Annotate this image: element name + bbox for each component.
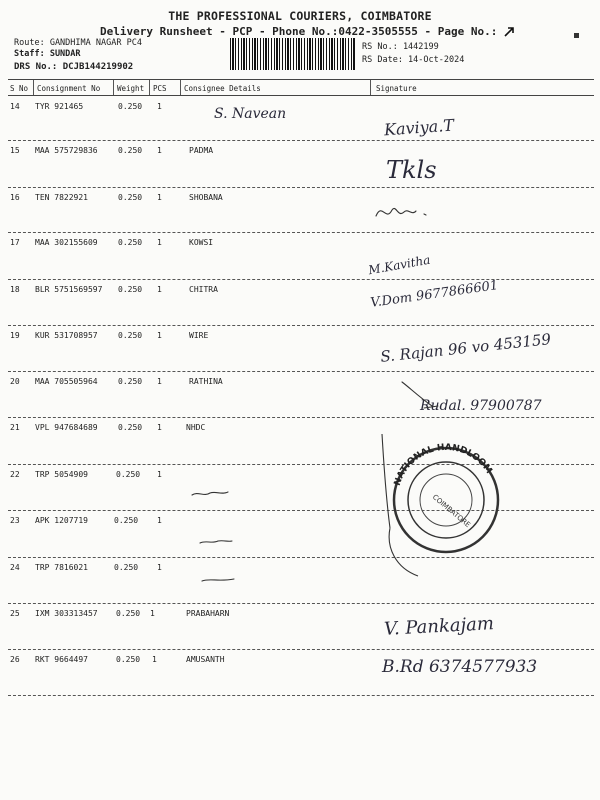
row-pcs: 1 xyxy=(150,609,155,618)
row-sno: 25 xyxy=(10,609,20,618)
row-consignee: AMUSANTH xyxy=(186,655,225,664)
company-title: THE PROFESSIONAL COURIERS, COIMBATORE xyxy=(168,9,432,23)
rubber-stamp xyxy=(378,428,508,582)
row-consignee: WIRE xyxy=(189,331,209,340)
handwritten-signature: B.Rd 6374577933 xyxy=(382,657,538,677)
row-weight: 0.250 xyxy=(118,146,143,155)
row-pcs: 1 xyxy=(157,331,162,340)
row-separator xyxy=(8,371,594,372)
row-consignment: MAA 575729836 xyxy=(35,146,98,155)
row-weight: 0.250 xyxy=(118,377,143,386)
stamp-outer-text: NATIONAL HANDLOOM xyxy=(392,442,494,488)
handwritten-signature: Kaviya.T xyxy=(383,115,455,140)
row-separator xyxy=(8,325,594,326)
runsheet-title xyxy=(100,25,514,38)
barcode xyxy=(230,38,355,70)
signature-scribble xyxy=(372,196,442,230)
row-pcs: 1 xyxy=(152,655,157,664)
row-consignment: TRP 5054909 xyxy=(35,470,88,479)
row-consignment: TRP 7816021 xyxy=(35,563,88,572)
col-divider xyxy=(180,80,181,95)
row-sno: 19 xyxy=(10,331,20,340)
row-weight: 0.250 xyxy=(116,609,141,618)
row-weight: 0.250 xyxy=(118,331,143,340)
row-weight: 0.250 xyxy=(114,516,139,525)
row-separator xyxy=(8,187,594,188)
col-header-sno: S No xyxy=(10,84,29,93)
arrow-mark-icon xyxy=(504,27,514,37)
row-pcs: 1 xyxy=(157,193,162,202)
row-consignee: PRABAHARN xyxy=(186,609,230,618)
row-consignment: IXM 303313457 xyxy=(35,609,98,618)
col-header-pcs: PCS xyxy=(153,84,167,93)
col-divider xyxy=(370,80,371,95)
col-header-weight: Weight xyxy=(117,84,145,93)
row-separator xyxy=(8,695,594,696)
row-sno: 21 xyxy=(10,423,20,432)
rs-date: RS Date: 14-Oct-2024 xyxy=(362,55,465,65)
row-pcs: 1 xyxy=(157,423,162,432)
rs-number: RS No.: 1442199 xyxy=(362,42,439,52)
staff-label: Staff: SUNDAR xyxy=(14,49,81,59)
row-pcs: 1 xyxy=(157,146,162,155)
route-label: Route: GANDHIMA NAGAR PC4 xyxy=(14,38,142,48)
row-consignment: RKT 9664497 xyxy=(35,655,88,664)
row-sno: 14 xyxy=(10,102,20,111)
row-sno: 16 xyxy=(10,193,20,202)
row-separator xyxy=(8,417,594,418)
row-weight: 0.250 xyxy=(116,470,141,479)
col-divider xyxy=(113,80,114,95)
row-weight: 0.250 xyxy=(118,102,143,111)
col-divider xyxy=(149,80,150,95)
col-header-signature: Signature xyxy=(376,84,417,93)
handwritten-signature: S. Rajan 96 vo 453159 xyxy=(379,330,552,366)
row-consignment: VPL 947684689 xyxy=(35,423,98,432)
table-top-rule xyxy=(8,79,594,80)
row-separator xyxy=(8,603,594,604)
row-sno: 26 xyxy=(10,655,20,664)
row-pcs: 1 xyxy=(157,470,162,479)
row-consignee: RATHINA xyxy=(189,377,223,386)
signature-scribble xyxy=(200,570,236,589)
signature-scribble xyxy=(190,484,230,503)
row-consignment: TEN 7822921 xyxy=(35,193,88,202)
handwritten-signature: M.Kavitha xyxy=(367,252,432,278)
signature-scribble xyxy=(398,378,458,418)
row-weight: 0.250 xyxy=(118,193,143,202)
table-header-rule xyxy=(8,95,594,96)
row-sno: 18 xyxy=(10,285,20,294)
drs-number: DRS No.: DCJB144219902 xyxy=(14,62,134,72)
stamp-inner-text: COIMBATORE xyxy=(430,493,472,530)
row-separator xyxy=(8,140,594,141)
runsheet-title-text: Delivery Runsheet - PCP - Phone No.:0422-3505555 - Page No.: xyxy=(100,25,498,38)
row-consignee: PADMA xyxy=(189,146,214,155)
col-divider xyxy=(33,80,34,95)
handwritten-signature: V.Dom 9677866601 xyxy=(369,278,500,311)
row-consignee: KOWSI xyxy=(189,238,214,247)
row-sno: 17 xyxy=(10,238,20,247)
row-pcs: 1 xyxy=(157,238,162,247)
row-weight: 0.250 xyxy=(114,563,139,572)
row-sno: 15 xyxy=(10,146,20,155)
row-consignment: MAA 302155609 xyxy=(35,238,98,247)
handwritten-signature: V. Pankajam xyxy=(383,613,495,640)
handwritten-signature: Rudal. 97900787 xyxy=(420,398,542,414)
row-pcs: 1 xyxy=(157,377,162,386)
handwritten-consignee: S. Navean xyxy=(214,106,287,122)
row-weight: 0.250 xyxy=(118,285,143,294)
col-header-consignee: Consignee Details xyxy=(184,84,261,93)
row-sno: 22 xyxy=(10,470,20,479)
row-consignment: MAA 705505964 xyxy=(35,377,98,386)
row-sno: 23 xyxy=(10,516,20,525)
row-consignment: BLR 5751569597 xyxy=(35,285,103,294)
row-pcs: 1 xyxy=(157,285,162,294)
row-pcs: 1 xyxy=(157,516,162,525)
handwritten-signature: Tkls xyxy=(386,156,437,184)
row-consignee: NHDC xyxy=(186,423,206,432)
row-sno: 20 xyxy=(10,377,20,386)
row-weight: 0.250 xyxy=(116,655,141,664)
row-separator xyxy=(8,649,594,650)
row-consignment: KUR 531708957 xyxy=(35,331,98,340)
row-pcs: 1 xyxy=(157,563,162,572)
row-separator xyxy=(8,232,594,233)
row-consignee: SHOBANA xyxy=(189,193,223,202)
row-sno: 24 xyxy=(10,563,20,572)
row-pcs: 1 xyxy=(157,102,162,111)
corner-mark xyxy=(574,33,579,38)
row-separator xyxy=(8,279,594,280)
row-weight: 0.250 xyxy=(118,238,143,247)
row-weight: 0.250 xyxy=(118,423,143,432)
signature-scribble xyxy=(198,532,234,551)
col-header-consignment: Consignment No xyxy=(37,84,101,93)
row-consignment: TYR 921465 xyxy=(35,102,84,111)
row-consignee: CHITRA xyxy=(189,285,218,294)
row-consignment: APK 1207719 xyxy=(35,516,88,525)
